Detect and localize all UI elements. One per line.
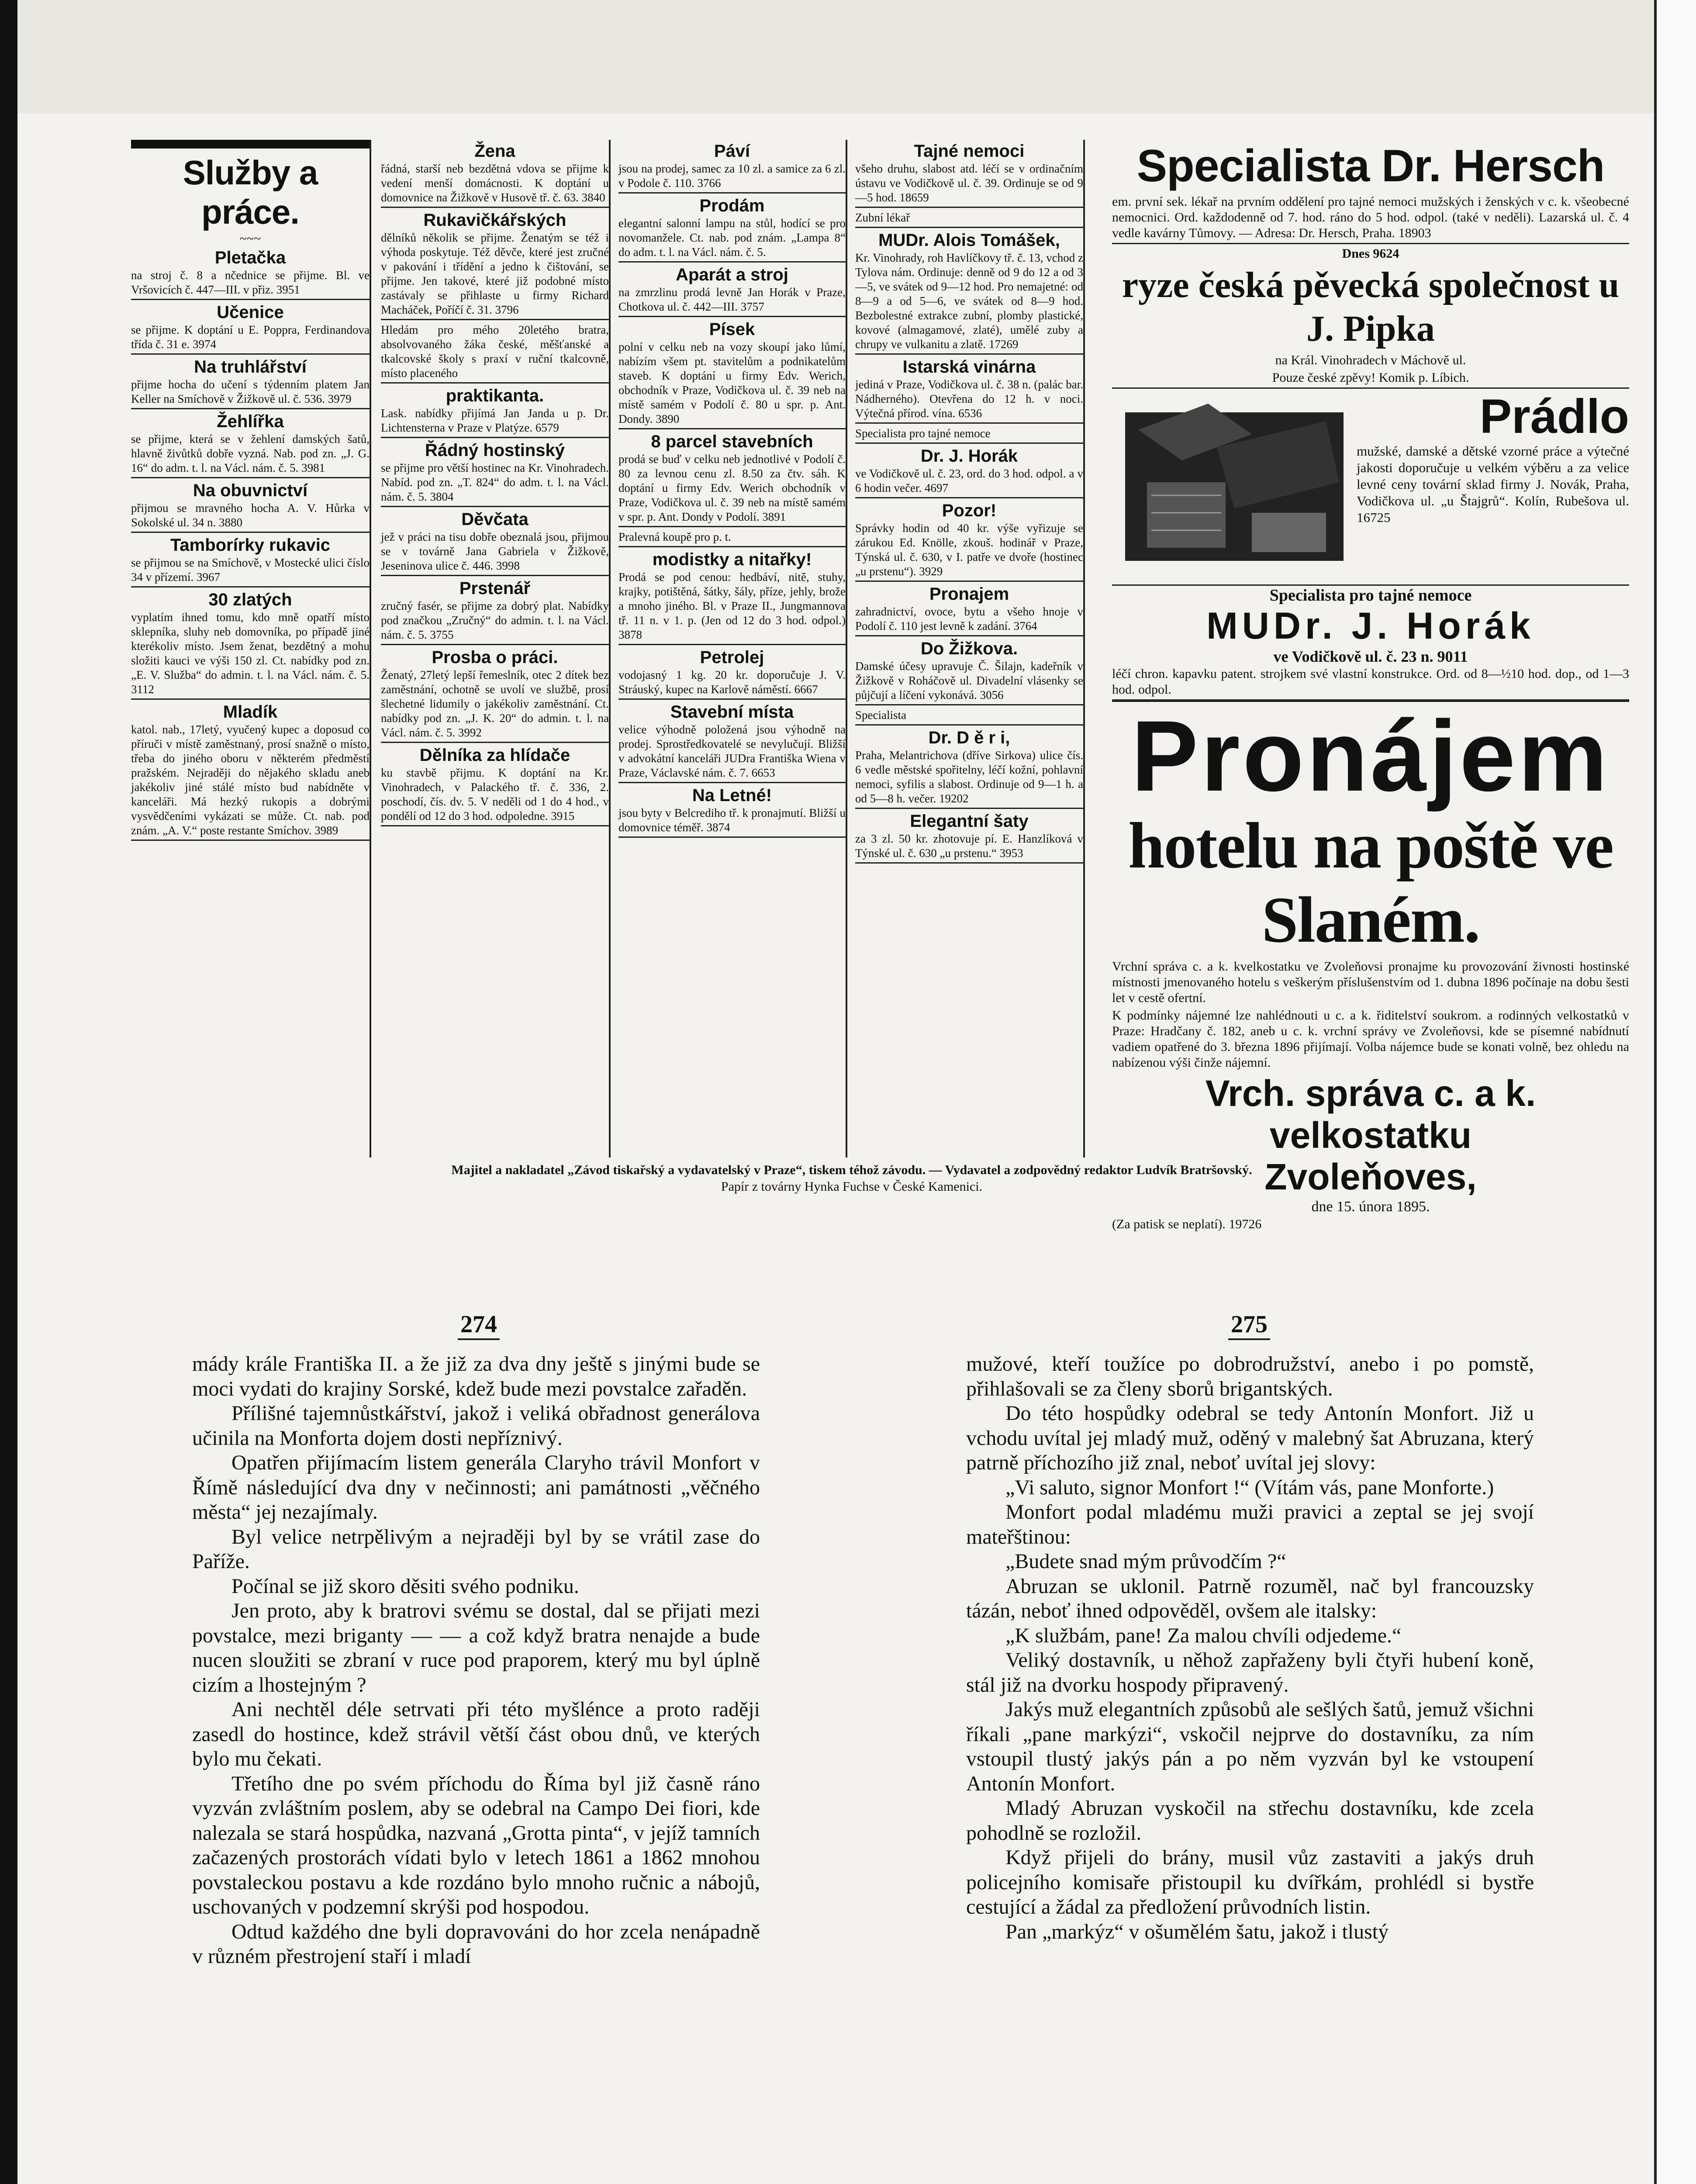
- ad-item: [131, 536, 370, 587]
- ad-heading: Žena: [474, 142, 515, 161]
- ad-divider: [381, 437, 609, 438]
- imprint-line-1: Majitel a nakladatel „Závod tiskařský a vydavatelský v Praze“, tiskem téhož závodu. — Vydavatel a zodpovědný redaktor Ludvík Bratršovský.: [451, 1163, 1252, 1177]
- ad-divider: [131, 299, 370, 300]
- column-rule: [1083, 140, 1085, 1158]
- ad-heading: Učenice: [217, 303, 284, 322]
- ad-divider: [131, 698, 370, 700]
- ad-text: jediná v Praze, Vodičkova ul. č. 38 n. (palác bar. Nádherného). Otevřena do 12 h. v noci. Výtečná přírod. vína. 6536: [855, 378, 1083, 420]
- pradlo-title: Prádlo: [1479, 390, 1629, 443]
- ad-item: [855, 231, 1083, 355]
- scan-left-edge: [0, 0, 17, 2184]
- ad-heading: Stavební místa: [670, 702, 794, 722]
- hersch-ad-text: em. první sek. lékař na prvním oddělení pro tajné nemoci mužských i ženských v c. k. všeobecné nemocnici. Ord. každodenně od 7. hod. ráno do 5 hod. odpol. (také v neděli). Lazarská ul. č. 4 vedle kavárny Tůmovy. — Adresa: Dr. Hersch, Praha. 18903: [1112, 194, 1629, 240]
- ad-divider: [131, 408, 370, 409]
- ad-heading: Děvčata: [461, 510, 528, 529]
- paragraph: Třetího dne po svém příchodu do Říma byl již časně ráno vyzván zvláštním poslem, aby se odebral na Campo Dei fiori, kde nalezala se stará hospůdka, nazvaná „Grotta pinta“, v jejíž tamních začazených prostorách vídati bylo v letech 1861 a 1862 mnohou povstaleckou postavu a kde rozdáno bylo mnoho ručnic a nábojů, uschovaných v podzemní skrýši pod hospodou.: [192, 1772, 760, 1918]
- ad-text: zahradnictví, ovoce, bytu a všeho hnoje v Podolí č. 110 jest levně k zadání. 3764: [855, 605, 1083, 632]
- paragraph: mády krále Františka II. a že již za dva dny ještě s jinými bude se moci vydati do krajiny Sorské, kdež bude mezi povstalce zařaděn.: [192, 1352, 760, 1400]
- ad-divider: [618, 698, 846, 700]
- ad-heading: MUDr. Alois Tomášek,: [878, 231, 1060, 250]
- ad-divider: [131, 586, 370, 587]
- ad-item: [855, 812, 1083, 864]
- ad-text: jsou na prodej, samec za 10 zl. a samice za 6 zl. v Podole č. 110. 3766: [618, 162, 846, 190]
- ad-heading: Pozor!: [942, 501, 997, 520]
- ad-heading: Dr. D ě r i,: [928, 728, 1010, 747]
- ad-divider: [618, 644, 846, 645]
- ad-text: Pralevná koupě pro p. t.: [618, 530, 731, 543]
- ad-divider: [855, 635, 1083, 636]
- ad-text: Praha, Melantrichova (dříve Sirkova) ulice čís. 6 vedle městské spořitelny, léčí kožní, pohlavní nemoci, syfilis a slabost. Ordinuje od 9—1 h. a od 5—8 h. večer. 19202: [855, 749, 1083, 805]
- ads-column-1: [131, 140, 370, 1158]
- ad-heading: Na Letné!: [692, 786, 772, 805]
- ad-divider: [381, 825, 609, 826]
- ad-item: [131, 248, 370, 300]
- pipka-line-2: Pouze české zpěvy! Komik p. Líbich.: [1272, 370, 1469, 385]
- paragraph: Přílišné tajemnůstkářství, jakož i veliká obřadnost generálova učinila na Monforta dojem dosti nepříznivý.: [192, 1402, 760, 1450]
- ad-text: řádná, starší neb bezdětná vdova se přijme k vedení menší domácnosti. K doptání u domovnice na Žižkově v Husově tř. č. 63. 3840: [381, 162, 609, 204]
- ad-text: elegantní salonní lampu na stůl, hodící se pro novomanžele. Ct. nab. pod znám. „Lampa 8“ do adm. t. l. na Václ. nám. č. 5.: [618, 217, 846, 259]
- ad-divider: [855, 422, 1083, 424]
- ad-text: Lask. nabídky přijímá Jan Janda u p. Dr. Lichtensterna v Praze v Platýze. 6579: [381, 407, 609, 434]
- ad-heading: Dr. J. Horák: [920, 446, 1018, 466]
- ad-heading: Pronajem: [929, 584, 1009, 604]
- ad-item: [381, 323, 609, 384]
- ad-item: [381, 211, 609, 320]
- ad-divider: [381, 644, 609, 645]
- paragraph: Do této hospůdky odebral se tedy Antonín Monfort. Již u vchodu uvítal jej mladý muž, oděný v malebný šat Abruzana, který patrně příchozího již znal, neboť uvítal jej slovy:: [966, 1402, 1534, 1474]
- ad-heading: Aparát a stroj: [676, 265, 788, 284]
- ad-item: [131, 702, 370, 841]
- ad-item: [855, 446, 1083, 498]
- ad-heading: Prodám: [699, 196, 765, 215]
- paragraph: „Budete snad mým průvodčím ?“: [1005, 1550, 1286, 1573]
- ad-divider: [131, 477, 370, 478]
- ad-divider: [131, 532, 370, 533]
- ad-text: ve Vodičkově ul. č. 23, ord. do 3 hod. odpol. a v 6 hodin večer. 4697: [855, 467, 1083, 494]
- ad-item: [131, 590, 370, 700]
- ad-item: [618, 786, 846, 838]
- divider: [1112, 584, 1629, 586]
- ad-item: [618, 265, 846, 317]
- ad-item: [381, 648, 609, 743]
- ad-item: [855, 639, 1083, 705]
- ad-text: se přijmou se na Smíchově, v Mostecké ulici číslo 34 v přízemí. 3967: [131, 556, 370, 584]
- ad-heading: praktikanta.: [446, 386, 544, 405]
- pronajem-text-2: K podmínky nájemné lze nahlédnouti u c. a k. řiditelství soukrom. a rodinných velkostatků v Praze: Hradčany č. 182, aneb u c. k. vrchní správy ve Zvoleňovsi, kde se písemné nabídnutí vadiem opatřené do 3. března 1896 přijímají. Volba nájemce bude se konati volně, bez ohledu na nabízenou výši činže nájemní.: [1112, 1008, 1629, 1070]
- ad-text: přijme hocha do učení s týdenním platem Jan Keller na Smíchově v Žižkově ul. č. 536. 3979: [131, 378, 370, 405]
- ad-heading: Páví: [714, 142, 750, 161]
- ad-divider: [855, 704, 1083, 705]
- ad-text: za 3 zl. 50 kr. zhotovuje pí. E. Hanzlíková v Týnské ul. č. 630 „u prstenu.“ 3953: [855, 832, 1083, 860]
- sprava-title: Vrch. správa c. a k. velkostatku: [1205, 1073, 1536, 1156]
- ad-heading: Pletačka: [214, 248, 286, 267]
- ad-divider: [381, 207, 609, 208]
- ad-heading: Prosba o práci.: [432, 648, 558, 667]
- ad-text: katol. nab., 17letý, vyučený kupec a doposud co příruči v místě zaměstnaný, prosí snažně o místo, třeba do jiného oboru v některém předměstí pražském. Nejraději do nějakého skladu aneb jakékoliv jiné stálé místo bud nabídněte v kanceláři. Má hezký rukopis a dobrými vysvědčeními vykázati se může. Ct. nab. pod znám. „A. V.“ poste restante Smíchov. 3989: [131, 723, 370, 837]
- ad-text: na zmrzlinu prodá levně Jan Horák v Praze, Chotkova ul. č. 442—III. 3757: [618, 286, 846, 313]
- paragraph: Monfort podal mladému muži pravici a zeptal se jej svojí mateřštinou:: [966, 1500, 1534, 1548]
- ad-heading: Tajné nemoci: [914, 142, 1025, 161]
- ad-divider: [855, 581, 1083, 582]
- ad-item: [618, 648, 846, 700]
- ads-column-3: [618, 140, 846, 1158]
- paragraph: Odtud každého dne byli dopravováni do hor zcela nenápadně v různém přestrojení staří i mladí: [192, 1920, 760, 1968]
- ad-item: [131, 412, 370, 478]
- ad-text: polní v celku neb na vozy skoupí jako lůmí, nabízím všem pt. stavitelům a podnikatelům staveb. K doptání u firmy Edv. Werich, obchodník v Praze, Vodičkova ul. č. 39 neb na místě samém v Podolí č. 80 u spr. p. Ant. Dondy. 3890: [618, 340, 846, 425]
- pipka-ad-title: ryze česká pěvecká společnost u J. Pipka: [1122, 265, 1620, 349]
- column-rule: [370, 140, 371, 1158]
- ad-heading: Rukavičkářských: [423, 211, 566, 230]
- ad-heading: Elegantní šaty: [910, 812, 1029, 831]
- ad-item: [855, 357, 1083, 424]
- ad-divider: [381, 319, 609, 320]
- pradlo-description: mužské, damské a dětské vzorné práce a výtečné jakosti doporučuje u velkém výběru a za velice levné ceny tovární sklad firmy J. Novák, Praha, Vodičkova ul. „u Štajgrů“. Kolín, Rubešova ul. 16725: [1357, 443, 1629, 525]
- ad-divider: [381, 575, 609, 576]
- ad-heading: Petrolej: [700, 648, 764, 667]
- ad-item: [618, 702, 846, 783]
- ad-divider: [381, 382, 609, 384]
- paragraph: Opatřen přijímacím listem generála Claryho trávil Monfort v Římě následující dva dny v nečinnosti; ani památnosti „věčného města“ jej nezajímaly.: [192, 1451, 760, 1524]
- header-rule: [131, 140, 370, 149]
- horak-title: MUDr. J. Horák: [1206, 605, 1535, 647]
- paragraph: Pan „markýz“ v ošumělém šatu, jakož i tlustý: [1005, 1920, 1389, 1943]
- ads-column-4: [855, 140, 1083, 1158]
- ad-item: [618, 550, 846, 645]
- ad-item: [618, 320, 846, 429]
- ad-heading: modistky a nitařky!: [652, 550, 812, 569]
- ad-divider: [131, 353, 370, 355]
- ad-text: Zubní lékař: [855, 211, 910, 224]
- paragraph: Když přijeli do brány, musil vůz zastaviti a jakýs druh policejního komisaře přistoupil ku dvířkám, prohlédl si bystře cestující a žádal za předložení průvodních listin.: [966, 1846, 1534, 1918]
- ad-divider: [855, 353, 1083, 355]
- divider: [1112, 243, 1629, 244]
- imprint: [262, 1162, 1441, 1195]
- ad-item: [381, 441, 609, 507]
- horak-text: léčí chron. kapavku patent. strojkem své vlastní konstrukce. Ord. od 8—½10 hod. dop., od 1—3 hod. odpol.: [1112, 667, 1629, 697]
- ad-heading: Do Žižkova.: [920, 639, 1018, 658]
- ad-text: Specialista pro tajné nemoce: [855, 427, 991, 440]
- ad-text: dělníků několik se přijme. Ženatým se též i výhoda poskytuje. Též děvče, které jest zručné v pakování i třídění a jedno k čištování, se přijme. Jen takové, které již podobné místo zastávaly se přihlaste u firmy Richard Macháček, Poříčí č. 31. 3796: [381, 231, 609, 316]
- ad-divider: [381, 742, 609, 743]
- scan-right-edge: [1654, 0, 1696, 2184]
- ad-divider: [381, 506, 609, 507]
- ad-divider: [618, 261, 846, 263]
- paragraph: Mladý Abruzan vyskočil na střechu dostavníku, kde zcela pohodlně se rozložil.: [966, 1797, 1534, 1845]
- paragraph: „Vi saluto, signor Monfort !“ (Vítám vás, pane Monforte.): [1005, 1476, 1494, 1499]
- ad-heading: Žehlířka: [217, 412, 284, 431]
- ad-item: [855, 501, 1083, 582]
- paragraph: Počínal se již skoro děsiti svého podniku.: [231, 1574, 579, 1598]
- ads-column-2: [381, 140, 609, 1158]
- laundry-illustration: [1121, 395, 1348, 570]
- ad-item: [131, 481, 370, 533]
- ad-heading: 30 zlatých: [208, 590, 292, 609]
- ad-heading: Na truhlářství: [194, 357, 307, 377]
- ad-text: Damské účesy upravuje Č. Šilajn, kadeřník v Žižkově v Roháčově ul. Divadelní vlásenky se půjčují a líčení vykonává. 3056: [855, 660, 1083, 702]
- ad-divider: [618, 836, 846, 838]
- ads-list: [618, 142, 846, 838]
- ad-text: prodá se buď v celku neb jednotlivé v Podolí č. 80 za levnou cenu zl. 8.50 za čtv. sáh. K doptání u firmy Edv. Werich obchodník v Praze, Vodičkova ul. č. 39 neb na místě samém v spr. p. Ant. Dondy v Podolí. 3891: [618, 453, 846, 523]
- paragraph: Byl velice netrpělivým a nejraději byl by se vrátil zase do Paříže.: [192, 1525, 760, 1573]
- ad-text: vodojasný 1 kg. 20 kr. doporučuje J. V. Stráuský, kupec na Karlově náměstí. 6667: [618, 668, 846, 696]
- ad-divider: [618, 192, 846, 194]
- ornament: ~~~: [239, 232, 261, 246]
- display-ads-column: [1112, 140, 1629, 1231]
- divider: [1112, 387, 1629, 389]
- ad-text: vyplatím ihned tomu, kdo mně opatří místo sklepníka, sluhy neb domovníka, po případě jiné kterékoliv místo. Jsem ženat, bezdětný a mohu složiti kauci ve výši 150 zl. Ct. nabídky pod zn. „E. V. Služba“ do admin. t. l. na Václ. nám. č. 5. 3112: [131, 611, 370, 696]
- ad-text: Ženatý, 27letý lepší řemeslník, otec 2 dítek bez zaměstnání, ochotně se uvolí ve službě, prosí šlechetné lidumily o jakékoliv zaměstnání. Ct. nabídky pod zn. „J. K. 20“ do admin. t. l. na Václ. nám. č. 5. 3992: [381, 668, 609, 739]
- ad-divider: [131, 840, 370, 841]
- book-page-right: [966, 1352, 1534, 1944]
- ad-divider: [618, 782, 846, 783]
- column-rule: [846, 140, 847, 1158]
- ad-divider: [855, 808, 1083, 809]
- ad-heading: Písek: [709, 320, 755, 339]
- pronajem-text-1: Vrchní správa c. a k. kvelkostatku ve Zvoleňovsi pronajme ku provozování živnosti hostinské místnosti jmenovaného hotelu s veškerým příslušenstvím od 1. dubna 1896 počínaje na dobu šesti let v cestě ofertní.: [1112, 959, 1629, 1005]
- imprint-line-2: Papír z továrny Hynka Fuchse v České Kamenici.: [721, 1179, 983, 1194]
- ad-date: dne 15. února 1895.: [1311, 1199, 1430, 1215]
- ad-text: ku stavbě přijmu. K doptání na Kr. Vinohradech, v Palackého tř. č. 336, 2. poschodí, čís. dv. 5. V neděli od 1 do 4 hod., v pondělí od 12 do 3 hod. odpoledne. 3915: [381, 766, 609, 822]
- page-number-left: 274: [458, 1310, 500, 1340]
- ad-heading: 8 parcel stavebních: [651, 432, 813, 451]
- ad-text: na stroj č. 8 a nčednice se přijme. Bl. ve Vršovicích č. 447—III. v přiz. 3951: [131, 269, 370, 296]
- pradlo-ad: [1112, 390, 1629, 583]
- pradlo-text-block: [1357, 390, 1629, 526]
- ad-item: [618, 196, 846, 263]
- ad-text: se přijme. K doptání u E. Poppra, Ferdinandova třída č. 31 e. 3974: [131, 323, 370, 351]
- ads-list: [855, 142, 1083, 864]
- ad-text: Kr. Vinohrady, roh Havlíčkovy tř. č. 13, vchod z Tylova nám. Ordinuje: denně od 9 do 12 a od 3—5, ve svátek od 9—12 hod. Pro nemajetné: od 8—9 a od 5—6, ve svátek od 8—9 hod. Bezbolestné extrakce zubní, plomby plastické, kovové (almagamové, zlaté), umělé zuby a chrupy ve vulkanitu a zlatě. 17269: [855, 251, 1083, 351]
- hersch-ad-title: Specialista Dr. Hersch: [1136, 141, 1605, 191]
- ad-item: [618, 142, 846, 194]
- ad-divider: [855, 207, 1083, 208]
- paragraph: Ani nechtěl déle setrvati při této myšlénce a proto raději zasedl do hostince, kdež strávil větší část obou dnů, ve kterých bylo mu čekati.: [192, 1698, 760, 1770]
- dnes-line: Dnes 9624: [1342, 246, 1399, 261]
- ad-text: Prodá se pod cenou: hedbáví, nitě, stuhy, krajky, potištěná, šátky, šály, příze, jehly, brože a mnoho jiného. Bl. v Praze II., Jungmannova tř. 11 n. v 1. p. (Jen od 12 do 3 hod. odpol.) 3878: [618, 570, 846, 641]
- ad-item: [855, 211, 1083, 228]
- ad-item: [381, 386, 609, 438]
- ads-list: [131, 248, 370, 841]
- ad-item: [855, 728, 1083, 809]
- ad-item: [381, 746, 609, 826]
- ad-item: [131, 303, 370, 355]
- horak-address: ve Vodičkově ul. č. 23 n. 9011: [1273, 648, 1468, 665]
- ad-item: [381, 579, 609, 645]
- ad-divider: [855, 442, 1083, 444]
- pipka-line-1: na Král. Vinohradech v Máchově ul.: [1275, 353, 1466, 367]
- ad-heading: Prstenář: [459, 579, 531, 598]
- paragraph: Jakýs muž elegantních způsobů ale sešlých šatů, jemuž všichni říkali „pane markýzi“, vskočil nejprve do dostavníku, za ním vstoupil tlustý jakýs pán a po něm vyzván byl ke vstoupení Antonín Monfort.: [966, 1698, 1534, 1795]
- ad-text: všeho druhu, slabost atd. léčí se v ordinačním ústavu ve Vodičkově ul. č. 39. Ordinuje se od 9—5 hod. 18659: [855, 162, 1083, 204]
- ad-text: se přijme pro větší hostinec na Kr. Vinohradech. Nabíd. pod zn. „T. 824“ do adm. t. l. na Václ. nám. č. 5. 3804: [381, 461, 609, 503]
- ad-text: jsou byty v Belcrediho tř. k pronajmutí. Bližší u domovnice téměř. 3874: [618, 806, 846, 834]
- ad-item: [131, 357, 370, 409]
- ad-divider: [855, 724, 1083, 726]
- horak-subtitle: Specialista pro tajné nemoce: [1269, 586, 1472, 605]
- ad-item: [381, 510, 609, 576]
- ad-text: velice výhodně položená jsou výhodně na prodej. Sprostředkovatelé se nevylučují. Bližší v advokátní kanceláři JUDra Františka Wiena v Praze, Václavské nám. č. 7. 6653: [618, 723, 846, 779]
- ad-divider: [855, 862, 1083, 864]
- ad-divider: [618, 546, 846, 547]
- ad-divider: [855, 227, 1083, 228]
- paragraph: mužové, kteří toužíce po dobrodružství, anebo i po pomstě, přihlašovali se za členy sborů brigantských.: [966, 1352, 1534, 1400]
- ad-divider: [618, 526, 846, 527]
- pronajem-title: Pronájem: [1131, 700, 1610, 812]
- top-scan-band: [0, 0, 1696, 114]
- zvolenoves-title: Zvoleňoves,: [1264, 1156, 1477, 1197]
- ad-heading: Istarská vinárna: [902, 357, 1036, 377]
- column-rule: [609, 140, 611, 1158]
- ad-item: [618, 432, 846, 527]
- hotel-title: hotelu na poště ve Slaném.: [1128, 809, 1613, 956]
- ad-item: [381, 142, 609, 208]
- ad-item: [855, 426, 1083, 444]
- ad-divider: [855, 497, 1083, 498]
- ads-list: [381, 142, 609, 826]
- paragraph: Veliký dostavník, u něhož zapřaženy byli čtyři hubení koně, stál již na dvorku hospody připravený.: [966, 1648, 1534, 1697]
- ad-text: jež v práci na tisu dobře obeznalá jsou, přijmou se v továrně Jana Gabriela v Žižkově, Jeseninova ulice č. 446. 3998: [381, 530, 609, 572]
- section-title: Služby a práce.: [183, 153, 318, 231]
- ad-text: přijmou se mravného hocha A. V. Hůrka v Sokolské ul. 34 n. 3880: [131, 501, 370, 529]
- ad-heading: Dělníka za hlídače: [419, 746, 570, 765]
- paragraph: Jen proto, aby k bratrovi svému se dostal, dal se přijati mezi povstalce, mezi briganty — — a což když bratra nenajde a bude nucen sloužiti se zbraní v ruce pod praporem, který mu byl úplně cizím a lhostejným ?: [192, 1599, 760, 1697]
- page-number-right: 275: [1228, 1310, 1270, 1340]
- ad-text: Specialista: [855, 708, 906, 722]
- ad-text: Hledám pro mého 20letého bratra, absolvovaného žáka české, měšťanské a tkalcovské školy s praxí v ruční tkalcovně, místo placeného: [381, 323, 609, 380]
- ad-heading: Řádný hostinský: [425, 441, 565, 460]
- ad-divider: [618, 428, 846, 429]
- ad-text: zručný fasér, se přijme za dobrý plat. Nabídky pod značkou „Zručný“ do admin. t. l. na Václ. nám. č. 5. 3755: [381, 599, 609, 641]
- ad-heading: Tamborírky rukavic: [170, 536, 331, 555]
- patisk-note: (Za patisk se neplatí). 19726: [1112, 1217, 1262, 1231]
- ad-heading: Na obuvnictví: [193, 481, 308, 500]
- ad-item: [618, 530, 846, 547]
- paragraph: „K službám, pane! Za malou chvíli odjedeme.“: [1005, 1624, 1402, 1647]
- book-page-left: [192, 1352, 760, 1969]
- ad-item: [855, 584, 1083, 636]
- ad-text: Správky hodin od 40 kr. výše vyřizuje se zárukou Ed. Knölle, zkouš. hodinář v Praze, Týnská ul. č. 630, v I. patře ve dvoře (hostinec „u prstenu“). 3929: [855, 522, 1083, 578]
- ad-item: [855, 142, 1083, 208]
- ad-heading: Mladík: [223, 702, 278, 722]
- ad-text: se přijme, která se v žehlení damských šatů, hlavně živůtků dobře vyzná. Nab. pod zn. „J. G. 16“ do adm. t. l. na Václ. nám. č. 5. 3981: [131, 432, 370, 474]
- ad-item: [855, 708, 1083, 726]
- ad-divider: [618, 316, 846, 317]
- paragraph: Abruzan se uklonil. Patrně rozuměl, nač byl francouzsky tázán, neboť ihned odpověděl, ovšem ale italsky:: [966, 1574, 1534, 1622]
